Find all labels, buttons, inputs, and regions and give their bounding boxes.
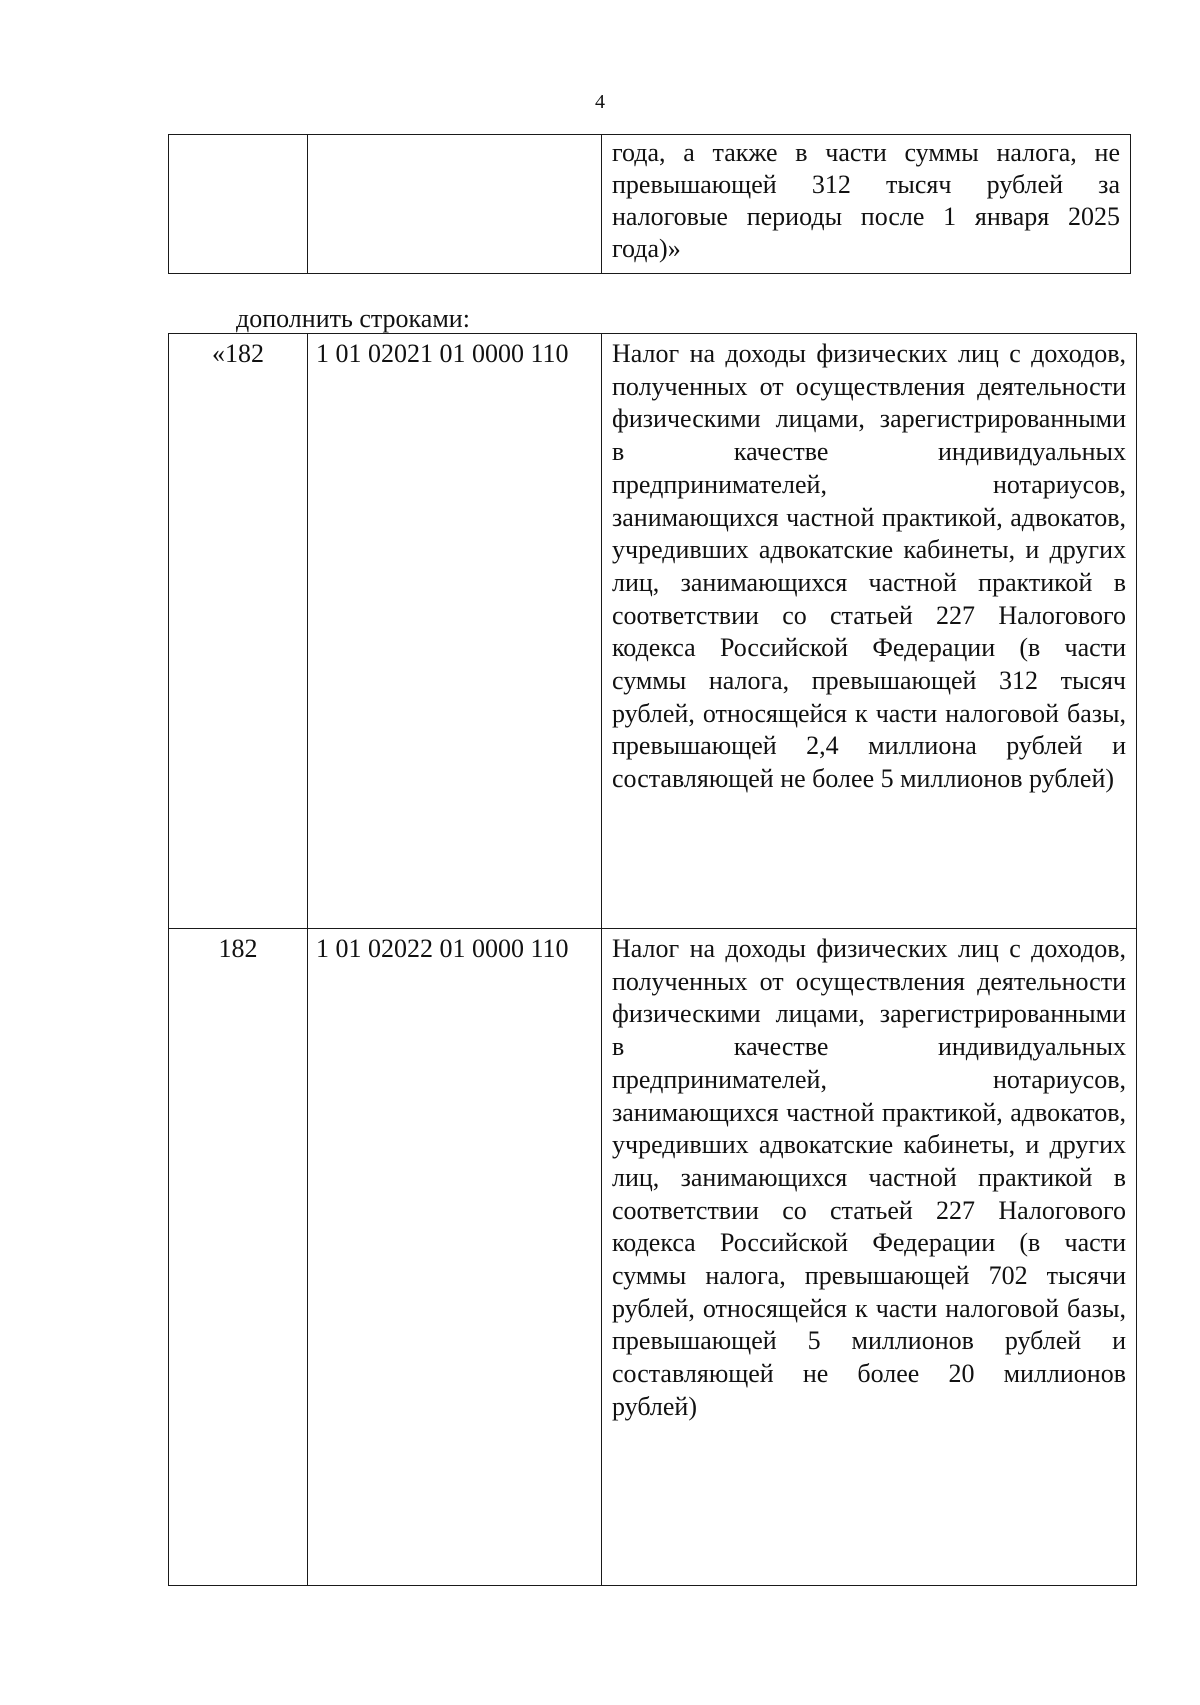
continued-table: [168, 134, 1131, 274]
description-cell: Налог на доходы физических лиц с доходов, полученных от осуществления деятельности физическими лицами, зарегистрированными в качестве индивидуальных предпринимателей, нотариусов, занимающихся частной практикой, адвокатов, учредивших адвокатские кабинеты, и других лиц, занимающихся частной практикой в соответствии со статьей 227 Налогового кодекса Российской Федерации (в части суммы налога, превышающей 312 тысяч рублей, относящейся к части налоговой базы, превышающей 2,4 миллиона рублей и составляющей не более 5 миллионов рублей): [602, 334, 1137, 929]
table-row: [169, 135, 1131, 274]
budget-code-cell: 1 01 02021 01 0000 110: [308, 334, 602, 929]
description-cell: Налог на доходы физических лиц с доходов, полученных от осуществления деятельности физическими лицами, зарегистрированными в качестве индивидуальных предпринимателей, нотариусов, занимающихся частной практикой, адвокатов, учредивших адвокатские кабинеты, и других лиц, занимающихся частной практикой в соответствии со статьей 227 Налогового кодекса Российской Федерации (в части суммы налога, превышающей 702 тысячи рублей, относящейся к части налоговой базы, превышающей 5 миллионов рублей и составляющей не более 20 миллионов рублей): [602, 929, 1137, 1586]
admin-code-cell: [169, 135, 308, 274]
budget-code-cell: 1 01 02022 01 0000 110: [308, 929, 602, 1586]
new-rows-table: [168, 333, 1137, 1586]
page-number: 4: [595, 91, 605, 113]
intro-label: дополнить строками:: [236, 304, 470, 333]
table-row: [169, 334, 1137, 929]
table-row: [169, 929, 1137, 1586]
description-cell: года, а также в части суммы налога, не превышающей 312 тысяч рублей за налоговые периоды после 1 января 2025 года)»: [602, 135, 1131, 274]
admin-code-cell: 182: [169, 929, 308, 1586]
admin-code-cell: «182: [169, 334, 308, 929]
budget-code-cell: [308, 135, 602, 274]
